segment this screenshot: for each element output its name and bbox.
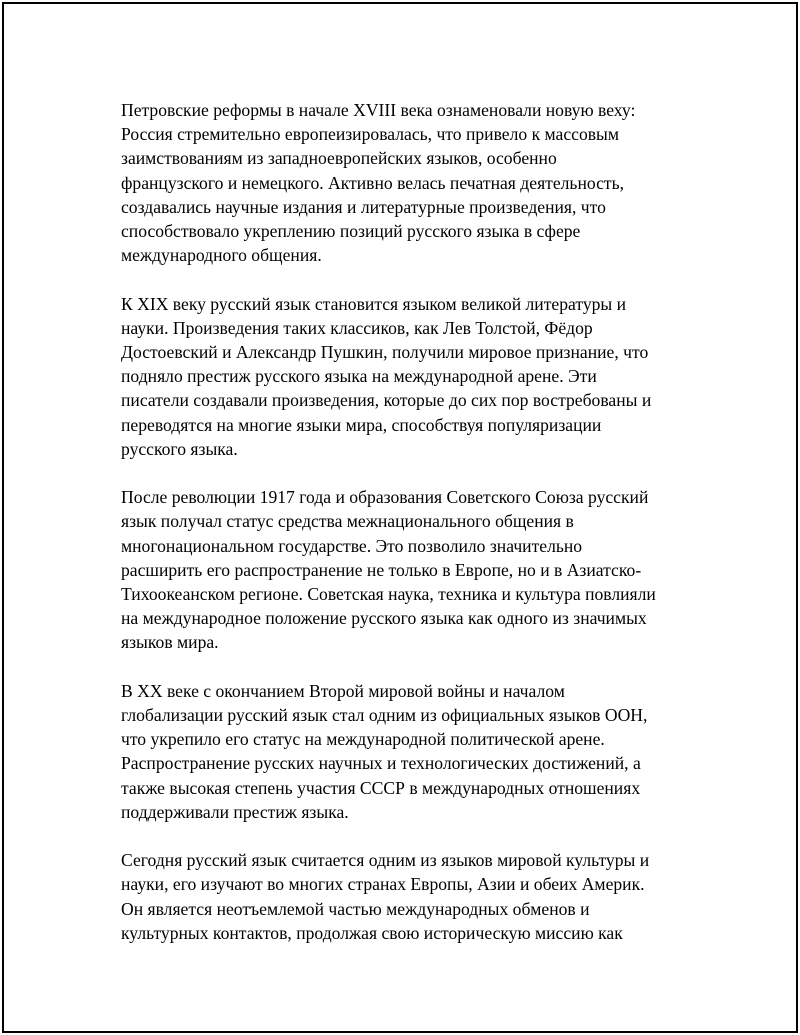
paragraph-petrine-reforms: Петровские реформы в начале XVIII века ознаменовали новую веху: Россия стремительно европеизировалась, что привело к массовым заимствованиям из западноевропейских языков, особенно французского и немецкого. Активно велась печатная деятельность, создавались научные издания и литературные произведения, что способствовало укреплению позиций русского языка в сфере международного общения. — [121, 100, 636, 266]
paragraph-today: Сегодня русский язык считается одним из языков мировой культуры и науки, его изучают во многих странах Европы, Азии и обеих Америк. Он является неотъемлемой частью международных обменов и культурных контактов, продолжая свою историческую миссию как — [121, 850, 650, 943]
paragraph-soviet-era: После революции 1917 года и образования Советского Союза русский язык получал статус средства межнационального общения в многонациональном государстве. Это позволило значительно расширить его распространение не только в Европе, но и в Азиатско- Тихоокеанском регионе. Советская наука, техника и культура повлияли на международное положение русского языка как одного из значимых языков мира. — [121, 487, 656, 653]
page-frame — [2, 2, 798, 1033]
paragraph-nineteenth-century: К XIX веку русский язык становится языком великой литературы и науки. Произведения таких классиков, как Лев Толстой, Фёдор Достоевский и Александр Пушкин, получили мировое признание, что подняло престиж русского языка на международной арене. Эти писатели создавали произведения, которые до сих пор востребованы и переводятся на многие языки мира, способствуя популяризации русского языка. — [121, 293, 652, 459]
page-content — [121, 98, 696, 969]
paragraph-twentieth-century: В XX веке с окончанием Второй мировой войны и началом глобализации русский язык стал одним из официальных языков ООН, что укрепило его статус на международной политической арене. Распространение русских научных и технологических достижений, а также высокая степень участия СССР в международных отношениях поддерживали престиж языка. — [121, 680, 648, 822]
